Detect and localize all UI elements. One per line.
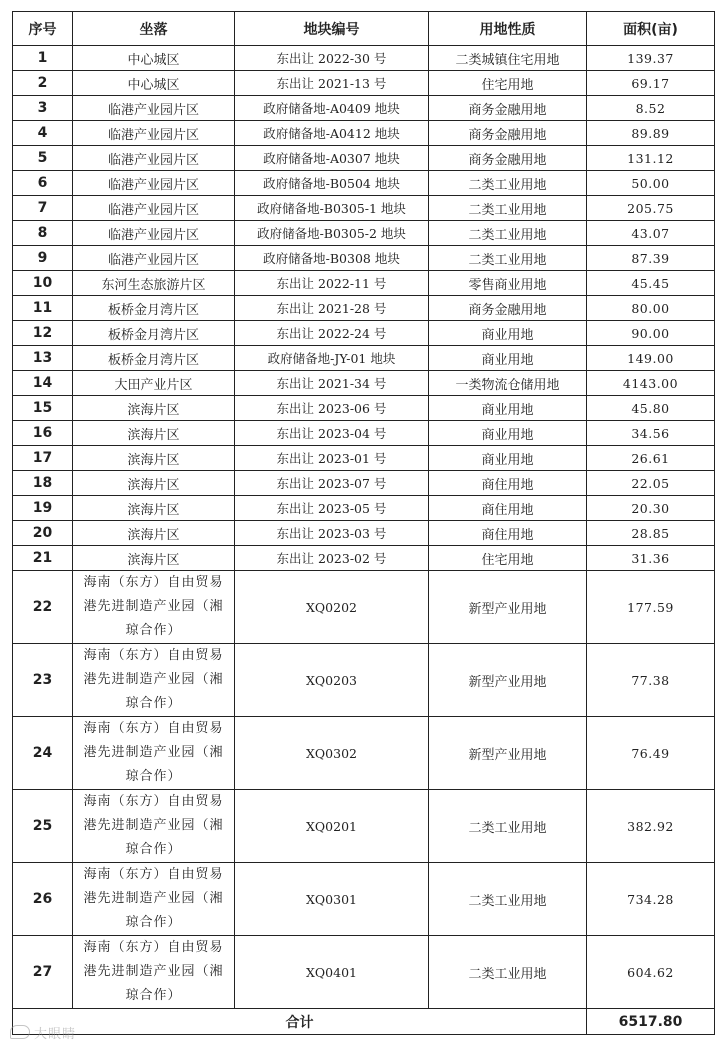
header-location: 坐落 (73, 12, 235, 46)
table-row (13, 46, 715, 71)
cell-area: 734.28 (587, 863, 715, 936)
cell-area: 31.36 (587, 546, 715, 571)
cell-index: 11 (13, 296, 73, 321)
table-row (13, 246, 715, 271)
cell-location: 临港产业园片区 (73, 246, 235, 271)
cell-area: 604.62 (587, 936, 715, 1009)
cell-land-use: 一类物流仓储用地 (429, 371, 587, 396)
table-row (13, 121, 715, 146)
cell-index: 2 (13, 71, 73, 96)
cell-location: 滨海片区 (73, 446, 235, 471)
land-parcel-table (12, 11, 715, 1035)
total-row (13, 1009, 715, 1035)
cell-parcel-code: 政府储备地-B0305-1 地块 (235, 196, 429, 221)
cell-location: 滨海片区 (73, 421, 235, 446)
cell-land-use: 二类工业用地 (429, 790, 587, 863)
cell-land-use: 商住用地 (429, 471, 587, 496)
header-parcel-code: 地块编号 (235, 12, 429, 46)
table-row (13, 936, 715, 1009)
cell-parcel-code: 东出让 2022-11 号 (235, 271, 429, 296)
cell-land-use: 商业用地 (429, 446, 587, 471)
cell-land-use: 二类工业用地 (429, 246, 587, 271)
cell-parcel-code: XQ0401 (235, 936, 429, 1009)
cell-land-use: 商业用地 (429, 346, 587, 371)
cell-index: 13 (13, 346, 73, 371)
cell-area: 80.00 (587, 296, 715, 321)
header-index: 序号 (13, 12, 73, 46)
cell-index: 3 (13, 96, 73, 121)
cell-area: 205.75 (587, 196, 715, 221)
cell-location: 中心城区 (73, 71, 235, 96)
table-row (13, 421, 715, 446)
cell-location: 临港产业园片区 (73, 196, 235, 221)
cell-index: 4 (13, 121, 73, 146)
cell-area: 22.05 (587, 471, 715, 496)
cell-index: 10 (13, 271, 73, 296)
cell-area: 139.37 (587, 46, 715, 71)
cell-index: 9 (13, 246, 73, 271)
cell-land-use: 新型产业用地 (429, 717, 587, 790)
cell-location: 海南（东方）自由贸易港先进制造产业园（湘琼合作） (73, 790, 235, 863)
table-row (13, 546, 715, 571)
table-row (13, 371, 715, 396)
cell-location: 海南（东方）自由贸易港先进制造产业园（湘琼合作） (73, 863, 235, 936)
cell-location: 大田产业片区 (73, 371, 235, 396)
cell-parcel-code: 东出让 2023-05 号 (235, 496, 429, 521)
header-area: 面积(亩) (587, 12, 715, 46)
cell-parcel-code: 东出让 2021-28 号 (235, 296, 429, 321)
cell-index: 22 (13, 571, 73, 644)
cell-land-use: 住宅用地 (429, 71, 587, 96)
cell-area: 77.38 (587, 644, 715, 717)
cell-area: 76.49 (587, 717, 715, 790)
table-row (13, 396, 715, 421)
table-row (13, 521, 715, 546)
cell-index: 8 (13, 221, 73, 246)
cell-index: 23 (13, 644, 73, 717)
cell-land-use: 住宅用地 (429, 546, 587, 571)
table-row (13, 321, 715, 346)
speech-bubble-logo-icon (10, 1025, 30, 1039)
table-row (13, 196, 715, 221)
cell-location: 海南（东方）自由贸易港先进制造产业园（湘琼合作） (73, 936, 235, 1009)
cell-land-use: 商务金融用地 (429, 121, 587, 146)
cell-area: 50.00 (587, 171, 715, 196)
cell-land-use: 商务金融用地 (429, 96, 587, 121)
table-row (13, 644, 715, 717)
cell-area: 45.80 (587, 396, 715, 421)
cell-location: 滨海片区 (73, 471, 235, 496)
cell-area: 28.85 (587, 521, 715, 546)
cell-area: 20.30 (587, 496, 715, 521)
cell-area: 90.00 (587, 321, 715, 346)
cell-parcel-code: 东出让 2023-06 号 (235, 396, 429, 421)
cell-parcel-code: 东出让 2023-01 号 (235, 446, 429, 471)
cell-parcel-code: 政府储备地-A0307 地块 (235, 146, 429, 171)
cell-parcel-code: XQ0302 (235, 717, 429, 790)
cell-location: 临港产业园片区 (73, 171, 235, 196)
table-body (13, 46, 715, 1009)
cell-land-use: 商务金融用地 (429, 296, 587, 321)
cell-parcel-code: 政府储备地-JY-01 地块 (235, 346, 429, 371)
cell-area: 4143.00 (587, 371, 715, 396)
cell-location: 东河生态旅游片区 (73, 271, 235, 296)
cell-parcel-code: 东出让 2023-04 号 (235, 421, 429, 446)
table-row (13, 71, 715, 96)
table-header-row (13, 12, 715, 46)
cell-area: 45.45 (587, 271, 715, 296)
cell-land-use: 二类工业用地 (429, 221, 587, 246)
cell-parcel-code: 政府储备地-A0412 地块 (235, 121, 429, 146)
table-row (13, 471, 715, 496)
cell-parcel-code: 东出让 2021-34 号 (235, 371, 429, 396)
cell-land-use: 二类工业用地 (429, 196, 587, 221)
cell-index: 24 (13, 717, 73, 790)
table-row (13, 790, 715, 863)
cell-parcel-code: 东出让 2021-13 号 (235, 71, 429, 96)
cell-land-use: 商业用地 (429, 321, 587, 346)
cell-area: 149.00 (587, 346, 715, 371)
cell-location: 板桥金月湾片区 (73, 321, 235, 346)
cell-area: 26.61 (587, 446, 715, 471)
cell-parcel-code: 东出让 2022-30 号 (235, 46, 429, 71)
cell-area: 382.92 (587, 790, 715, 863)
cell-location: 临港产业园片区 (73, 121, 235, 146)
cell-land-use: 零售商业用地 (429, 271, 587, 296)
cell-location: 滨海片区 (73, 396, 235, 421)
cell-location: 滨海片区 (73, 521, 235, 546)
total-label: 合计 (13, 1009, 587, 1035)
cell-index: 21 (13, 546, 73, 571)
table-row (13, 146, 715, 171)
cell-index: 20 (13, 521, 73, 546)
cell-area: 43.07 (587, 221, 715, 246)
cell-parcel-code: 政府储备地-B0305-2 地块 (235, 221, 429, 246)
table-row (13, 571, 715, 644)
watermark (10, 1023, 76, 1042)
cell-parcel-code: 东出让 2023-02 号 (235, 546, 429, 571)
cell-index: 15 (13, 396, 73, 421)
cell-index: 5 (13, 146, 73, 171)
cell-parcel-code: 政府储备地-B0308 地块 (235, 246, 429, 271)
cell-area: 8.52 (587, 96, 715, 121)
cell-location: 海南（东方）自由贸易港先进制造产业园（湘琼合作） (73, 644, 235, 717)
cell-parcel-code: 政府储备地-B0504 地块 (235, 171, 429, 196)
watermark-text: 大眼睛 (34, 1027, 77, 1042)
cell-location: 中心城区 (73, 46, 235, 71)
cell-parcel-code: XQ0201 (235, 790, 429, 863)
table-row (13, 96, 715, 121)
cell-index: 14 (13, 371, 73, 396)
cell-index: 17 (13, 446, 73, 471)
table-row (13, 171, 715, 196)
cell-index: 6 (13, 171, 73, 196)
cell-parcel-code: XQ0202 (235, 571, 429, 644)
header-land-use: 用地性质 (429, 12, 587, 46)
table-row (13, 863, 715, 936)
cell-area: 131.12 (587, 146, 715, 171)
cell-location: 滨海片区 (73, 546, 235, 571)
cell-land-use: 商业用地 (429, 396, 587, 421)
cell-parcel-code: 东出让 2023-03 号 (235, 521, 429, 546)
cell-index: 1 (13, 46, 73, 71)
cell-area: 87.39 (587, 246, 715, 271)
cell-parcel-code: 东出让 2022-24 号 (235, 321, 429, 346)
cell-index: 19 (13, 496, 73, 521)
cell-location: 板桥金月湾片区 (73, 296, 235, 321)
cell-index: 26 (13, 863, 73, 936)
cell-land-use: 商务金融用地 (429, 146, 587, 171)
cell-land-use: 二类城镇住宅用地 (429, 46, 587, 71)
cell-location: 临港产业园片区 (73, 221, 235, 246)
cell-land-use: 商住用地 (429, 521, 587, 546)
table-row (13, 271, 715, 296)
cell-index: 25 (13, 790, 73, 863)
cell-parcel-code: 政府储备地-A0409 地块 (235, 96, 429, 121)
cell-land-use: 二类工业用地 (429, 863, 587, 936)
cell-land-use: 商住用地 (429, 496, 587, 521)
cell-index: 12 (13, 321, 73, 346)
cell-land-use: 新型产业用地 (429, 644, 587, 717)
table-row (13, 717, 715, 790)
cell-parcel-code: 东出让 2023-07 号 (235, 471, 429, 496)
cell-land-use: 新型产业用地 (429, 571, 587, 644)
table-row (13, 446, 715, 471)
cell-location: 海南（东方）自由贸易港先进制造产业园（湘琼合作） (73, 717, 235, 790)
cell-parcel-code: XQ0203 (235, 644, 429, 717)
cell-land-use: 二类工业用地 (429, 171, 587, 196)
cell-location: 板桥金月湾片区 (73, 346, 235, 371)
cell-index: 7 (13, 196, 73, 221)
table-row (13, 496, 715, 521)
cell-area: 177.59 (587, 571, 715, 644)
cell-location: 临港产业园片区 (73, 146, 235, 171)
cell-parcel-code: XQ0301 (235, 863, 429, 936)
cell-location: 临港产业园片区 (73, 96, 235, 121)
table-row (13, 221, 715, 246)
total-area: 6517.80 (587, 1009, 715, 1035)
cell-area: 34.56 (587, 421, 715, 446)
cell-land-use: 二类工业用地 (429, 936, 587, 1009)
cell-index: 18 (13, 471, 73, 496)
cell-location: 滨海片区 (73, 496, 235, 521)
cell-area: 89.89 (587, 121, 715, 146)
table-row (13, 296, 715, 321)
cell-index: 16 (13, 421, 73, 446)
cell-location: 海南（东方）自由贸易港先进制造产业园（湘琼合作） (73, 571, 235, 644)
table-row (13, 346, 715, 371)
cell-index: 27 (13, 936, 73, 1009)
cell-area: 69.17 (587, 71, 715, 96)
cell-land-use: 商业用地 (429, 421, 587, 446)
